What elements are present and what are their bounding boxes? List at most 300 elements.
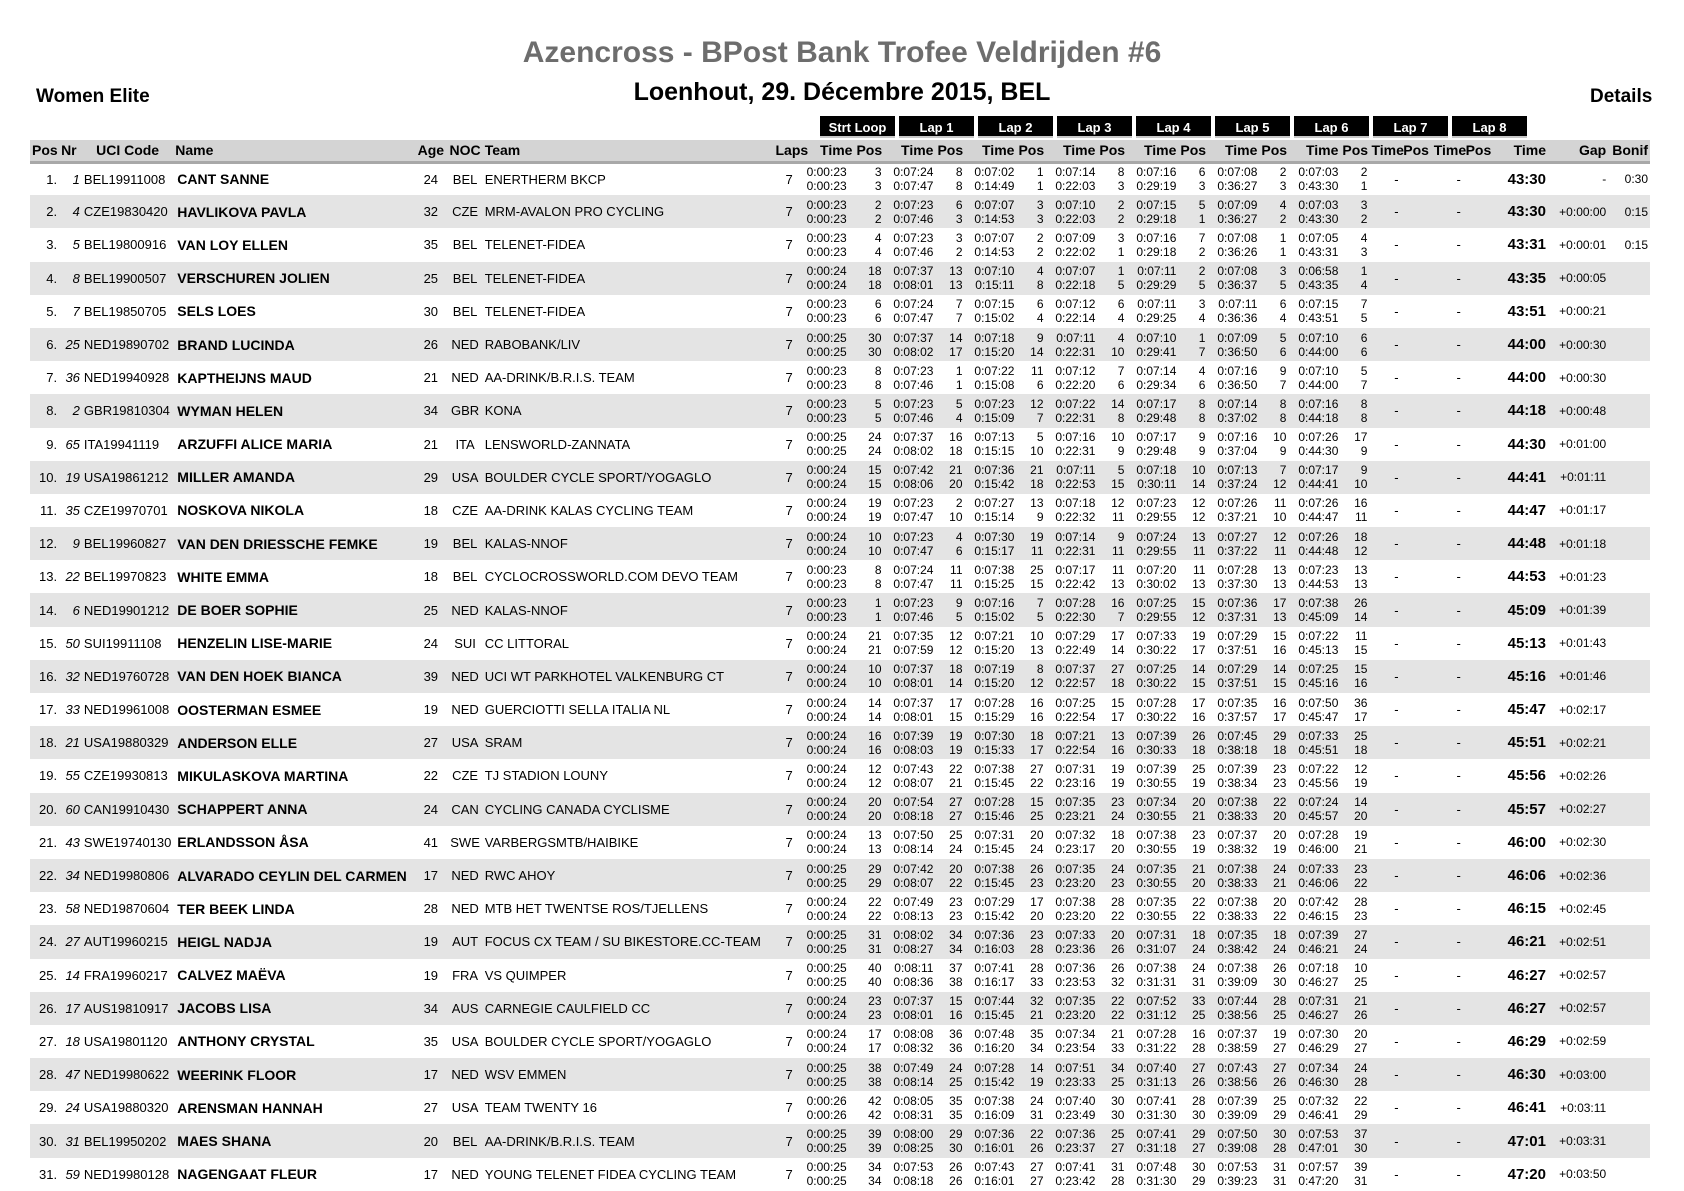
lap4-pos-lap: 21 [1192, 861, 1206, 876]
lap6-time-cumulative: 0:46:41 [1298, 1107, 1339, 1122]
lap2-time-lap: 0:07:44 [974, 994, 1015, 1009]
lap6-time-lap: 0:07:31 [1298, 994, 1339, 1009]
lap1-time-cumulative: 0:08:01 [893, 709, 934, 724]
lap4-time-lap: 0:07:25 [1136, 662, 1177, 677]
laps-cell: 7 [773, 328, 804, 361]
lap6-pos-cumulative: 14 [1354, 610, 1368, 625]
lap3-pos-cumulative: 17 [1111, 709, 1125, 724]
team-cell: AA-DRINK/B.R.I.S. TEAM [484, 370, 635, 386]
strt-pos [854, 859, 883, 892]
table-row[interactable] [30, 925, 1650, 958]
strt-time [805, 428, 855, 461]
lap3-time-cumulative: 0:23:54 [1055, 1041, 1096, 1056]
rider-name[interactable]: CANT SANNE [177, 171, 270, 188]
lap6-time [1288, 494, 1340, 527]
lap3-pos-lap: 9 [1117, 529, 1125, 544]
strt-pos-cumulative: 4 [874, 244, 882, 259]
col-lap6-pos: Pos [1340, 140, 1369, 162]
rider-name[interactable]: ARZUFFI ALICE MARIA [177, 436, 333, 453]
strt-time-cumulative: 0:00:25 [806, 941, 847, 956]
col-age[interactable]: Age [414, 140, 447, 162]
lap6-pos [1340, 461, 1369, 494]
lap7-time: - [1369, 726, 1400, 759]
lap5-pos-lap: 20 [1273, 828, 1287, 843]
finish-time: 45:47 [1507, 701, 1546, 719]
lap1-time-cumulative: 0:08:36 [893, 975, 934, 990]
table-row[interactable] [30, 295, 1650, 328]
lap5-pos [1259, 693, 1288, 726]
col-pos[interactable]: Pos [30, 140, 59, 162]
table-row[interactable] [30, 959, 1650, 992]
bib-cell: 31 [59, 1124, 82, 1157]
rider-name[interactable]: SELS LOES [177, 303, 256, 320]
age-cell: 24 [423, 635, 439, 651]
finish-time: 47:01 [1494, 1124, 1548, 1157]
strt-time-lap: 0:00:24 [806, 828, 847, 843]
lap8-time: - [1456, 436, 1461, 452]
rider-name[interactable]: OOSTERMAN ESMEE [177, 701, 322, 718]
lap8-time: - [1456, 1166, 1461, 1182]
rider-name[interactable]: SCHAPPERT ANNA [173, 793, 414, 826]
lap3-pos-cumulative: 28 [1111, 1174, 1125, 1189]
lap4-time-lap: 0:07:17 [1136, 396, 1177, 411]
lap6-time-lap: 0:07:10 [1298, 363, 1339, 378]
lap5-time-lap: 0:07:11 [1218, 297, 1258, 312]
lap1-time-lap: 0:08:11 [894, 961, 934, 976]
lap6-time-cumulative: 0:45:47 [1298, 709, 1339, 724]
lap3-time-cumulative: 0:23:17 [1055, 842, 1096, 857]
lap6-time-lap: 0:07:16 [1298, 396, 1339, 411]
lap4-time [1126, 162, 1178, 195]
rider-name[interactable]: ANDERSON ELLE [173, 726, 414, 759]
lap3-time [1046, 992, 1098, 1025]
lap5-pos-lap: 2 [1279, 165, 1287, 180]
lap3-time [1046, 228, 1098, 261]
lap6-pos [1340, 162, 1369, 195]
lap6-pos [1340, 992, 1369, 1025]
rider-name[interactable]: WYMAN HELEN [173, 394, 414, 427]
lap6-pos-lap: 16 [1354, 496, 1368, 511]
rider-name[interactable]: KAPTHEIJNS MAUD [177, 369, 312, 386]
table-row[interactable] [30, 1158, 1650, 1191]
table-row[interactable] [30, 195, 1650, 228]
table-row[interactable] [30, 992, 1650, 1025]
pos-cell: 28. [30, 1058, 59, 1091]
rider-name[interactable]: CALVEZ MAËVA [177, 967, 286, 984]
lap8-pos [1463, 826, 1494, 859]
finish-time: 45:13 [1507, 634, 1546, 652]
lap2-time-cumulative: 0:16:20 [974, 1041, 1015, 1056]
rider-name[interactable]: VAN LOY ELLEN [177, 236, 288, 253]
lap1-time [884, 593, 936, 626]
strt-time-lap: 0:00:24 [806, 496, 847, 511]
lap1-pos [935, 428, 964, 461]
lap6-pos [1340, 1025, 1369, 1058]
strt-pos [854, 925, 883, 958]
lap1-pos-cumulative: 11 [950, 576, 963, 591]
lap6-time-cumulative: 0:46:30 [1298, 1074, 1339, 1089]
strt-time [805, 262, 855, 295]
lap3-pos-cumulative: 33 [1111, 1041, 1125, 1056]
noc-cell: NED [451, 702, 479, 718]
lap3-time-lap: 0:07:35 [1055, 861, 1096, 876]
lap2-pos [1016, 195, 1045, 228]
col-nr[interactable]: Nr [59, 140, 82, 162]
lap6-time-cumulative: 0:43:30 [1298, 211, 1339, 226]
strt-pos-cumulative: 16 [868, 742, 882, 757]
table-row[interactable] [30, 859, 1650, 892]
lap3-time [1046, 793, 1098, 826]
table-row[interactable] [30, 1124, 1650, 1157]
lap5-pos-lap: 6 [1279, 297, 1287, 312]
lap1-time-lap: 0:07:42 [893, 861, 934, 876]
lap3-pos-lap: 3 [1117, 230, 1125, 245]
lap1-pos-cumulative: 19 [949, 742, 963, 757]
rider-name[interactable]: TER BEEK LINDA [177, 900, 295, 917]
lap2-pos-lap: 17 [1030, 894, 1044, 909]
rider-name[interactable]: MIKULASKOVA MARTINA [177, 767, 349, 784]
lap5-pos-cumulative: 21 [1273, 875, 1287, 890]
rider-name[interactable]: ANTHONY CRYSTAL [177, 1033, 315, 1050]
lap5-pos-lap: 23 [1273, 761, 1287, 776]
lap6-pos [1340, 195, 1369, 228]
lap5-pos-cumulative: 25 [1273, 1008, 1287, 1023]
col-gap[interactable]: Gap [1548, 140, 1608, 162]
table-row[interactable] [30, 593, 1650, 626]
lap5-pos [1259, 1025, 1288, 1058]
lap8-time: - [1456, 569, 1461, 585]
lap1-pos-lap: 25 [949, 828, 963, 843]
col-name[interactable]: Name [173, 140, 414, 162]
lap-header-bar [820, 116, 1531, 138]
lap1-pos [935, 826, 964, 859]
lap4-pos-lap: 11 [1193, 562, 1206, 577]
lap3-time [1046, 959, 1098, 992]
lap2-time-lap: 0:07:02 [974, 165, 1015, 180]
col-laps[interactable]: Laps [773, 140, 804, 162]
lap1-pos [935, 759, 964, 792]
lap6-pos-cumulative: 18 [1354, 742, 1368, 757]
lap5-pos [1259, 328, 1288, 361]
lap2-time-cumulative: 0:15:42 [974, 908, 1015, 923]
uci-code-cell: NED19980806 [82, 859, 173, 892]
lap6-pos [1340, 627, 1369, 660]
lap6-time [1288, 560, 1340, 593]
lap2-pos-lap: 16 [1030, 695, 1044, 710]
age-cell: 22 [423, 768, 439, 784]
lap7-pos [1401, 262, 1432, 295]
col-lap4-pos: Pos [1178, 140, 1207, 162]
lap1-time-cumulative: 0:08:27 [893, 941, 934, 956]
lap8-pos [1463, 892, 1494, 925]
rider-name[interactable]: DE BOER SOPHIE [173, 593, 414, 626]
lap2-time [965, 494, 1017, 527]
table-row[interactable] [30, 627, 1650, 660]
lap2-time-lap: 0:07:38 [974, 1093, 1015, 1108]
gap-cell: +0:00:00 [1548, 195, 1608, 228]
lap4-pos [1178, 793, 1207, 826]
table-row[interactable] [30, 1058, 1650, 1091]
table-row[interactable] [30, 494, 1650, 527]
lap3-time-lap: 0:07:40 [1055, 1093, 1096, 1108]
rider-name[interactable]: NAGENGAAT FLEUR [177, 1166, 318, 1183]
lap6-pos-lap: 26 [1354, 596, 1368, 611]
strt-pos [854, 793, 883, 826]
lap6-time [1288, 1091, 1340, 1124]
table-row[interactable] [30, 394, 1650, 427]
lap3-time-cumulative: 0:23:21 [1055, 809, 1096, 824]
noc-cell: AUT [447, 925, 482, 958]
strt-pos-cumulative: 23 [868, 1008, 882, 1023]
lap1-pos-cumulative: 7 [955, 311, 963, 326]
strt-pos-lap: 3 [874, 165, 882, 180]
rider-name[interactable]: BRAND LUCINDA [173, 328, 414, 361]
lap5-pos-cumulative: 30 [1273, 975, 1287, 990]
table-row[interactable] [30, 759, 1650, 792]
lap7-time: - [1369, 1058, 1400, 1091]
lap3-time-lap: 0:07:32 [1055, 828, 1096, 843]
lap5-pos-lap: 4 [1279, 197, 1287, 212]
laps-cell: 7 [773, 1124, 804, 1157]
lap4-time [1126, 925, 1178, 958]
pos-cell: 5. [46, 303, 58, 319]
table-row[interactable] [30, 660, 1650, 693]
table-row[interactable] [30, 428, 1650, 461]
lap8-time: - [1432, 660, 1463, 693]
lap4-pos-lap: 13 [1192, 529, 1206, 544]
col-lap8-time: Time [1432, 140, 1463, 162]
rider-name[interactable]: ARENSMAN HANNAH [177, 1099, 323, 1116]
lap5-time-cumulative: 0:38:18 [1217, 742, 1258, 757]
lap1-pos [935, 560, 964, 593]
table-row[interactable] [30, 461, 1650, 494]
table-row[interactable] [30, 793, 1650, 826]
lap2-time [965, 826, 1017, 859]
lap5-time [1207, 1158, 1259, 1191]
lap8-time: - [1456, 237, 1461, 253]
lap2-time [965, 992, 1017, 1025]
lap1-pos-lap: 23 [949, 894, 963, 909]
bonif-cell [1608, 693, 1650, 726]
team-cell: KALAS-NNOF [483, 527, 774, 560]
lap6-time [1288, 394, 1340, 427]
rider-name[interactable]: HENZELIN LISE-MARIE [177, 635, 333, 652]
table-row[interactable] [30, 228, 1650, 261]
bib-cell: 32 [59, 660, 82, 693]
lap2-pos-lap: 23 [1030, 927, 1044, 942]
lap4-pos [1178, 726, 1207, 759]
lap6-time-lap: 0:07:39 [1298, 927, 1339, 942]
lap5-time [1207, 959, 1259, 992]
lap7-pos [1401, 394, 1432, 427]
finish-time: 46:41 [1507, 1099, 1546, 1117]
lap6-time [1288, 859, 1340, 892]
lap1-pos-cumulative: 17 [949, 344, 963, 359]
lap3-time-lap: 0:07:10 [1055, 197, 1096, 212]
col-total-time[interactable]: Time [1494, 140, 1548, 162]
pos-cell: 23. [38, 901, 58, 917]
lap7-pos [1401, 693, 1432, 726]
col-strt-pos: Pos [854, 140, 883, 162]
lap3-time [1046, 461, 1098, 494]
table-row[interactable] [30, 262, 1650, 295]
lap3-pos-cumulative: 5 [1117, 278, 1125, 293]
rider-name[interactable]: ALVARADO CEYLIN DEL CARMEN [173, 859, 414, 892]
table-row[interactable] [30, 162, 1650, 195]
col-bonif[interactable]: Bonif [1608, 140, 1650, 162]
lap3-pos [1097, 560, 1126, 593]
lap4-pos [1178, 428, 1207, 461]
pos-cell: 8. [30, 394, 59, 427]
table-row[interactable] [30, 892, 1650, 925]
lap3-pos-cumulative: 10 [1111, 344, 1125, 359]
lap6-time-cumulative: 0:43:35 [1298, 278, 1339, 293]
lap3-time-cumulative: 0:23:42 [1055, 1174, 1096, 1189]
lap4-pos-cumulative: 24 [1192, 941, 1206, 956]
lap5-pos-lap: 8 [1279, 396, 1287, 411]
lap4-time-cumulative: 0:29:41 [1136, 344, 1177, 359]
bonif-cell [1608, 992, 1650, 1025]
strt-pos-lap: 31 [868, 927, 882, 942]
lap1-time-cumulative: 0:08:14 [893, 1074, 934, 1089]
lap6-time [1288, 826, 1340, 859]
lap4-time-lap: 0:07:39 [1136, 761, 1177, 776]
lap4-time-cumulative: 0:29:18 [1136, 211, 1177, 226]
rider-name[interactable]: WEERINK FLOOR [173, 1058, 414, 1091]
table-row[interactable] [30, 560, 1650, 593]
bib-cell: 35 [65, 502, 80, 518]
col-uci-code[interactable]: UCI Code [82, 140, 173, 162]
lap3-pos-cumulative: 20 [1111, 842, 1125, 857]
rider-name[interactable]: VAN DEN DRIESSCHE FEMKE [173, 527, 414, 560]
lap4-time-cumulative: 0:29:55 [1136, 543, 1177, 558]
lap7-pos [1401, 826, 1432, 859]
table-row[interactable] [30, 726, 1650, 759]
lap3-time-cumulative: 0:22:42 [1055, 576, 1096, 591]
lap2-time [965, 328, 1017, 361]
lap6-time-lap: 0:07:53 [1298, 1127, 1339, 1142]
lap4-time-lap: 0:07:23 [1136, 496, 1177, 511]
rider-name[interactable]: VAN DEN HOEK BIANCA [173, 660, 414, 693]
table-row[interactable] [30, 328, 1650, 361]
rider-name[interactable]: VERSCHUREN JOLIEN [173, 262, 414, 295]
lap4-time [1126, 593, 1178, 626]
lap6-time-lap: 0:07:28 [1298, 828, 1339, 843]
lap5-time-lap: 0:07:43 [1217, 1060, 1258, 1075]
uci-code-cell: CZE19830420 [82, 195, 173, 228]
table-row[interactable] [30, 1025, 1650, 1058]
lap7-pos [1401, 195, 1432, 228]
lap3-time-lap: 0:07:36 [1055, 961, 1096, 976]
lap3-pos-lap: 15 [1111, 695, 1125, 710]
uci-code-cell: CZE19970701 [83, 502, 168, 518]
details-link[interactable]: Details [1590, 86, 1653, 107]
lap3-pos-cumulative: 7 [1117, 610, 1125, 625]
lap4-pos-cumulative: 13 [1192, 576, 1206, 591]
strt-pos [854, 1091, 883, 1124]
lap3-pos-cumulative: 6 [1117, 377, 1125, 392]
lap1-time [884, 726, 936, 759]
col-noc[interactable]: NOC [447, 140, 482, 162]
rider-name[interactable]: HEIGL NADJA [173, 925, 414, 958]
lap7-pos [1401, 892, 1432, 925]
lap4-pos-lap: 30 [1192, 1160, 1206, 1175]
gap-cell: +0:00:30 [1548, 328, 1608, 361]
lap2-pos-cumulative: 8 [1036, 278, 1044, 293]
strt-time-cumulative: 0:00:24 [806, 543, 847, 558]
lap5-time [1207, 1025, 1259, 1058]
lap5-time [1207, 494, 1259, 527]
col-team[interactable]: Team [483, 140, 774, 162]
lap3-time [1046, 1124, 1098, 1157]
lap5-pos-lap: 30 [1273, 1127, 1287, 1142]
strt-time-lap: 0:00:23 [806, 230, 847, 245]
age-cell: 17 [414, 1058, 447, 1091]
lap6-pos-lap: 21 [1354, 994, 1368, 1009]
lap7-pos [1401, 1091, 1432, 1124]
strt-time [805, 925, 855, 958]
strt-time-cumulative: 0:00:24 [806, 1041, 847, 1056]
rider-name[interactable]: MAES SHANA [173, 1124, 414, 1157]
strt-time-lap: 0:00:23 [806, 562, 847, 577]
lap2-pos-lap: 32 [1030, 994, 1044, 1009]
lap5-time-lap: 0:07:08 [1217, 165, 1258, 180]
lap2-time-lap: 0:07:36 [974, 1127, 1015, 1142]
strt-pos [854, 361, 883, 394]
team-cell: VARBERGSMTB/HAIBIKE [484, 834, 639, 850]
age-cell: 25 [414, 262, 447, 295]
strt-time-cumulative: 0:00:23 [806, 576, 847, 591]
lap1-pos-lap: 11 [950, 562, 963, 577]
lap4-time-cumulative: 0:30:11 [1137, 477, 1177, 492]
lap3-time-lap: 0:07:35 [1055, 994, 1096, 1009]
strt-pos-cumulative: 5 [874, 410, 882, 425]
lap1-time-lap: 0:07:23 [893, 363, 934, 378]
strt-pos [854, 328, 883, 361]
rider-name[interactable]: WHITE EMMA [177, 568, 270, 585]
lap6-pos [1340, 693, 1369, 726]
strt-pos [854, 560, 883, 593]
lap8-pos [1463, 428, 1494, 461]
table-row[interactable] [30, 361, 1650, 394]
table-row[interactable] [30, 826, 1650, 859]
rider-name[interactable]: NOSKOVA NIKOLA [177, 502, 305, 519]
noc-cell: CZE [447, 195, 482, 228]
lap2-time [965, 394, 1017, 427]
lap1-pos-lap: 27 [949, 795, 963, 810]
lap1-pos-lap: 18 [949, 662, 963, 677]
table-row[interactable] [30, 527, 1650, 560]
noc-cell: NED [447, 660, 482, 693]
strt-pos-cumulative: 10 [868, 676, 882, 691]
uci-code-cell: NED19980622 [82, 1058, 173, 1091]
lap3-pos-cumulative: 11 [1112, 543, 1125, 558]
lap3-pos-lap: 17 [1111, 629, 1125, 644]
lap2-pos [1016, 892, 1045, 925]
lap4-time [1126, 195, 1178, 228]
table-row[interactable] [30, 693, 1650, 726]
laps-cell: 7 [785, 171, 793, 187]
rider-name[interactable]: ERLANDSSON ÅSA [177, 834, 309, 851]
table-row[interactable] [30, 1091, 1650, 1124]
rider-name[interactable]: MILLER AMANDA [173, 461, 414, 494]
lap2-pos [1016, 627, 1045, 660]
rider-name[interactable]: HAVLIKOVA PAVLA [173, 195, 414, 228]
lap4-time-lap: 0:07:28 [1136, 1027, 1177, 1042]
rider-name[interactable]: JACOBS LISA [173, 992, 414, 1025]
lap1-pos [935, 1124, 964, 1157]
lap1-pos-lap: 37 [949, 961, 963, 976]
